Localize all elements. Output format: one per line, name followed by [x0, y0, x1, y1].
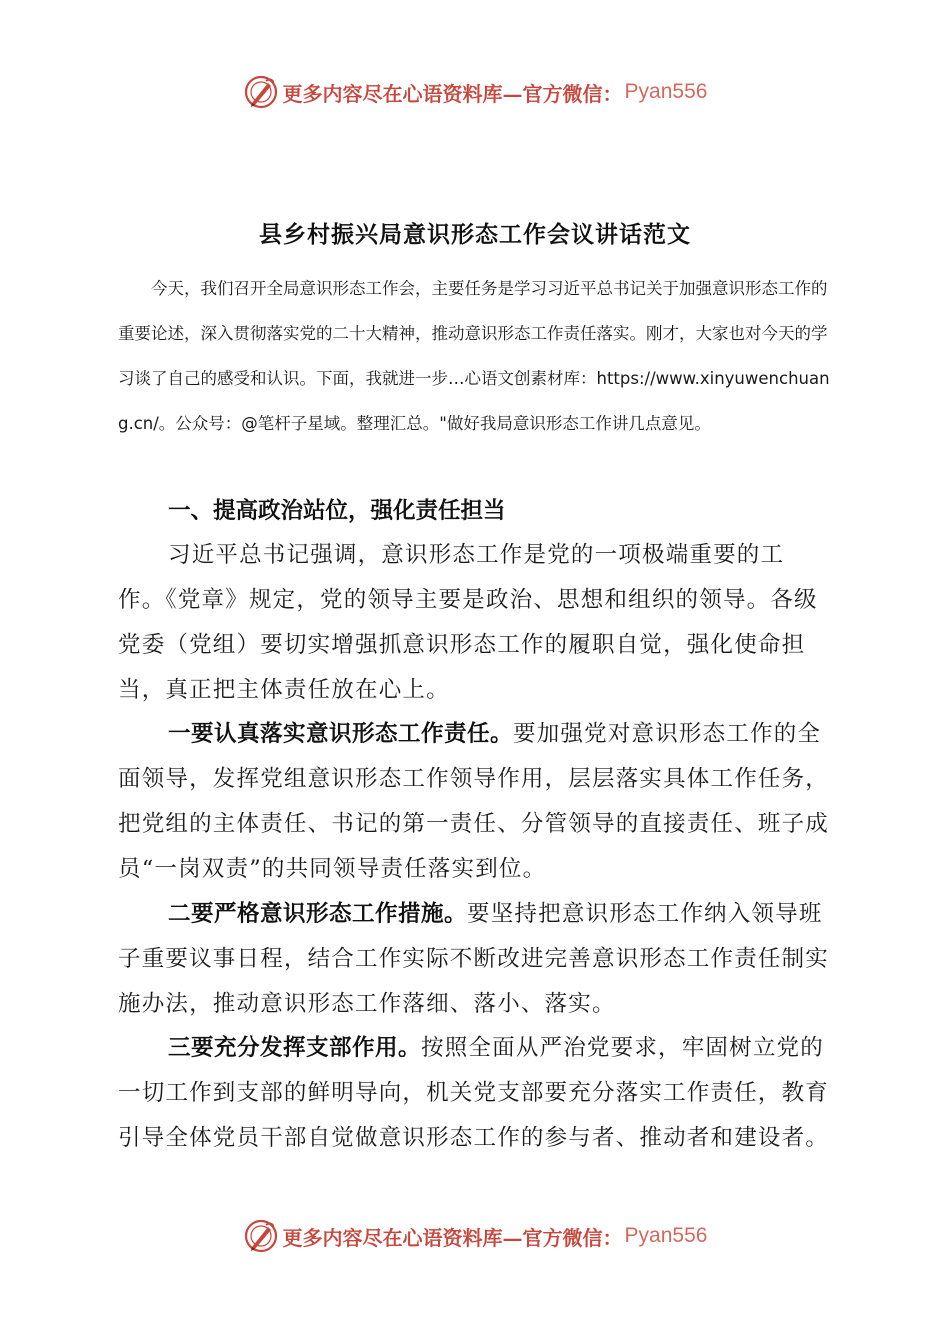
paragraph-4-text: 按照全面从严治党要求，牢固树立党的一切工作到支部的鲜明导向，机关党支部要充分落实工作责任，教育引导全体党员干部自觉做意识形态工作的参与者、推动者和建设者。 [118, 1035, 830, 1151]
paragraph-3-text: 要坚持把意识形态工作纳入领导班子重要议事日程，结合工作实际不断改进完善意识形态工作责任制实施办法，推动意识形态工作落细、落小、落实。 [118, 901, 830, 1017]
watermark-wechat-id: Pyan556 [624, 1224, 708, 1247]
paragraph-1-text: 习近平总书记强调，意识形态工作是党的一项极端重要的工作。《党章》规定，党的领导主要是政治、思想和组织的领导。各级党委（党组）要切实增强抓意识形态工作的履职自觉，强化使命担当，真正把主体责任放在心上。 [118, 542, 818, 703]
body-paragraph-2 [118, 712, 830, 892]
body-paragraph-4 [118, 1026, 830, 1161]
watermark-wechat-id: Pyan556 [624, 80, 708, 103]
document-title: 县乡村振兴局意识形态工作会议讲话范文 [259, 221, 691, 248]
pen-logo-icon [243, 1218, 279, 1254]
watermark-text: 更多内容尽在心语资料库—官方微信： [282, 1225, 623, 1250]
intro-paragraph [118, 266, 830, 446]
paragraph-2 [118, 712, 830, 892]
watermark-banner-bottom [0, 1214, 950, 1258]
body-paragraph-1 [118, 533, 830, 713]
section-heading-1: 一、提高政治站位，强化责任担当 [168, 498, 506, 524]
paragraph-2-text: 要加强党对意识形态工作的全面领导，发挥党组意识形态工作领导作用，层层落实具体工作任务，把党组的主体责任、书记的第一责任、分管领导的直接责任、班子成员“一岗双责”的共同领导责任落实到位。 [118, 721, 830, 882]
paragraph-3-lead: 二要严格意识形态工作措施。 [168, 901, 468, 927]
paragraph-4 [118, 1026, 830, 1161]
watermark-banner-top [0, 70, 950, 114]
watermark-text: 更多内容尽在心语资料库—官方微信： [282, 81, 623, 106]
body-paragraph-3 [118, 892, 830, 1027]
paragraph-3 [118, 892, 830, 1027]
paragraph-2-lead: 一要认真落实意识形态工作责任。 [168, 721, 514, 747]
intro-text: 今天，我们召开全局意识形态工作会，主要任务是学习习近平总书记关于加强意识形态工作的重要论述，深入贯彻落实党的二十大精神，推动意识形态工作责任落实。刚才，大家也对今天的学习谈了自己的感受和认识。下面，我就进一步…心语文创素材库：https://www.xinyuwenchuang.cn/。公众号：@笔杆子星域。整理汇总。"做好我局意识形态工作讲几点意见。 [118, 279, 830, 433]
paragraph-4-lead: 三要充分发挥支部作用。 [168, 1035, 422, 1061]
pen-logo-icon [243, 74, 279, 110]
